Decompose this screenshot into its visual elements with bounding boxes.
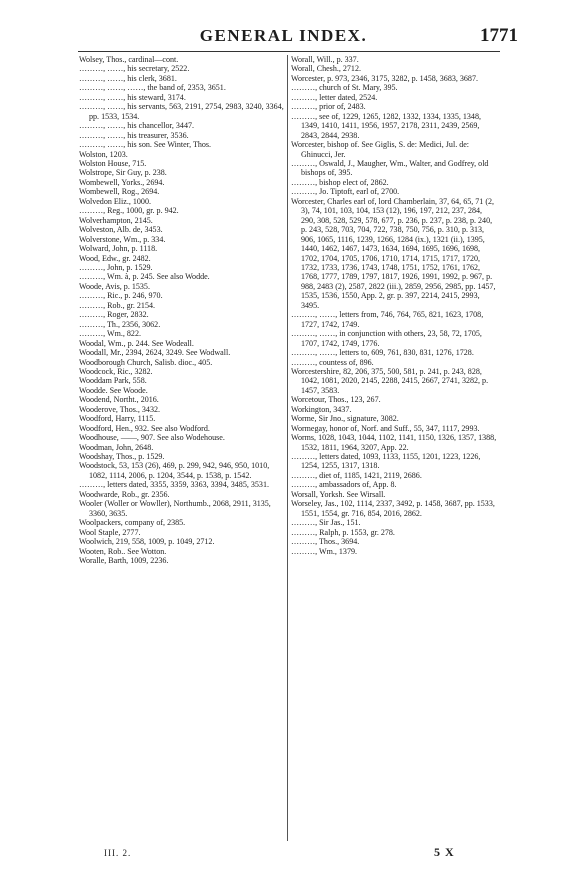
index-entry: Woodford, Harry, 1115.	[79, 414, 156, 424]
index-entry: Woodstock, 53, 153 (26), 469, p. 299, 942, 946, 950, 1010, 1082, 1114, 2006, p. 1204, 3544, p. 1538, p. 1542.	[79, 461, 270, 480]
signature-mark: 5 X	[434, 845, 455, 859]
index-entry: Woolpackers, company of, 2385.	[79, 518, 186, 528]
index-entry: ………, prior of, 2483.	[291, 102, 366, 112]
index-entry: ………, ambassadors of, App. 8.	[291, 480, 397, 490]
header-rule	[78, 51, 500, 52]
index-entry: Woolwich, 219, 558, 1009, p. 1049, 2712.	[79, 537, 215, 547]
index-entry: Worsall, Yorksh. See Wirsall.	[291, 489, 386, 499]
index-entry: ………, ……, ……, the band of, 2353, 3651.	[79, 83, 226, 93]
index-entry: ………, letters dated, 1093, 1133, 1155, 1201, 1223, 1226, 1254, 1255, 1317, 1318.	[291, 452, 481, 471]
index-entry: ………, letter dated, 2524.	[291, 92, 378, 102]
index-entry: Woodhouse, ——, 907. See also Wodehouse.	[79, 433, 225, 443]
index-entry: ………, ……, his chancellor, 3447.	[79, 121, 194, 131]
index-entry: ………, bishop elect of, 2862.	[291, 177, 389, 187]
index-entry: ………, Rob., gr. 2154.	[79, 300, 156, 310]
index-entry: ………, Wm. à, p. 245. See also Wodde.	[79, 272, 210, 282]
index-entry: Worcester, p. 973, 2346, 3175, 3282, p. 1458, 3683, 3687.	[291, 73, 478, 83]
index-entry: Worme, Sir Jno., signature, 3082.	[291, 414, 399, 424]
index-entry: ………, ……, his steward, 3174.	[79, 92, 186, 102]
page-header	[0, 26, 567, 48]
index-entry: Wolston, 1203.	[79, 149, 128, 159]
page-number: 1771	[480, 25, 518, 46]
index-entry: ………, Reg., 1000, gr. p. 942.	[79, 206, 179, 216]
index-entry: Worcester, bishop of. See Giglis, S. de: Medici, Jul. de: Ghinucci, Jer.	[291, 140, 470, 159]
index-entry: Worseley, Jas., 102, 1114, 2337, 3492, p. 1458, 3687, pp. 1533, 1551, 1554, gr. 716, 854, 2016, 2862.	[291, 499, 495, 518]
index-entry: ………, Thos., 3694.	[291, 537, 360, 547]
index-entry: Woode, Avis, p. 1535.	[79, 281, 150, 291]
index-entry: Wolveston, Alb. de, 3453.	[79, 225, 163, 235]
index-entry: Wormegay, honor of, Norf. and Suff., 55, 347, 1117, 2993.	[291, 423, 480, 433]
index-entry: Woodford, Hen., 932. See also Wodford.	[79, 423, 210, 433]
index-entry: ………, Jo. Tiptoft, earl of, 2700.	[291, 187, 400, 197]
index-entry: ………, Wm., 822.	[79, 329, 141, 339]
index-entry: ………, Th., 2356, 3062.	[79, 319, 161, 329]
index-entry: Woodde. See Woode.	[79, 385, 148, 395]
index-entry: Wood, Edw., gr. 2482.	[79, 253, 151, 263]
index-entry: Woodall, Mr., 2394, 2624, 3249. See Wodwall.	[79, 348, 231, 358]
index-entry: ………, Roger, 2832.	[79, 310, 149, 320]
index-entry: ………, ……, his clerk, 3681.	[79, 73, 177, 83]
index-entry: Workington, 3437.	[291, 404, 352, 414]
index-entry: ………, ……, letters from, 746, 764, 765, 821, 1623, 1708, 1727, 1742, 1749.	[291, 310, 484, 329]
index-column-right	[291, 55, 497, 556]
volume-marker: III. 2.	[104, 848, 132, 858]
index-entry: ………, ……, his secretary, 2522.	[79, 64, 190, 74]
index-entry: ………, Oswald, J., Maugher, Wm., Walter, and Godfrey, old bishops of, 395.	[291, 158, 489, 178]
index-entry: Wolward, John, p. 1118.	[79, 244, 158, 254]
index-entry: Worall, Will., p. 337.	[291, 55, 359, 64]
column-divider	[287, 55, 288, 841]
index-entry: Wooderove, Thos., 3432.	[79, 404, 161, 414]
index-entry: Wolsey, Thos., cardinal—cont.	[79, 55, 179, 64]
index-entry: Wombewell, Rog., 2694.	[79, 187, 160, 197]
index-entry: ………, diet of, 1185, 1421, 2119, 2686.	[291, 470, 422, 480]
page-title: GENERAL INDEX.	[199, 26, 368, 45]
index-entry: Woodal, Wm., p. 244. See Wodeall.	[79, 338, 194, 348]
index-entry: ………, ……, his servants, 563, 2191, 2754, 2983, 3240, 3364, pp. 1533, 1534.	[79, 102, 284, 121]
index-entry: Woodwarde, Rob., gr. 2356.	[79, 489, 170, 499]
index-entry: Wooler (Woller or Wowller), Northumb., 2068, 2911, 3135, 3360, 3635.	[79, 499, 271, 518]
index-entry: Woralle, Barth, 1009, 2236.	[79, 556, 169, 566]
index-entry: ………, Sir Jas., 151.	[291, 518, 361, 528]
index-entry: Worcester, Charles earl of, lord Chamberlain, 37, 64, 65, 71 (2, 3), 74, 101, 103, 104, 153 (12), 196, 197, 212, 237, 284, 290, 308, 528, 529, 578, 677, p. 236, p. 237, p. 238, p. 240, p. 243, 528, 703, 704, 722, 738, 750, 756, p. 310, p. 313, 906, 1065, 1116, 1239, 1266, 1284 (ix.), 1321 (ii.), 1395, 1440, 1462, 1467, 1473, 1634, 1694, 1695, 1696, 1698, 1702, 1704, 1705, 1706, 1710, 1714, 1715, 1717, 1720, 1732, 1733, 1736, 1743, 1748, 1751, 1752, 1761, 1762, 1768, 1777, 1789, 1797, 1817, 1926, 1991, 1992, p. 967, p. 988, 2483 (2), 2587, 2822 (iii.), 2859, 2956, 2985, pp. 1457, 1535, 1536, 1550, App. 2, gr. p. 397, 2214, 2415, 2993, 3495.	[291, 196, 496, 310]
index-entry: ………, ……, his son. See Winter, Thos.	[79, 140, 212, 150]
index-entry: ………, letters dated, 3355, 3359, 3363, 3394, 3485, 3531.	[79, 480, 269, 490]
index-column-left	[79, 55, 285, 565]
index-entry: Woodcock, Ric., 3282.	[79, 366, 153, 376]
index-entry: ………, John, p. 1529.	[79, 262, 153, 272]
index-entry: Woodman, John, 2648.	[79, 442, 154, 452]
index-entry: ………, Ric., p. 246, 970.	[79, 291, 163, 301]
index-entry: ………, Wm., 1379.	[291, 546, 358, 556]
index-entry: Woodend, Northt., 2016.	[79, 395, 159, 405]
index-entry: ………, Ralph, p. 1553, gr. 278.	[291, 527, 395, 537]
index-entry: ………, countess of, 896.	[291, 357, 374, 367]
index-entry: Woodborough Church, Salisb. dioc., 405.	[79, 357, 213, 367]
index-entry: ………, ……, letters to, 609, 761, 830, 831, 1276, 1728.	[291, 348, 474, 358]
index-entry: Wolstrope, Sir Guy, p. 238.	[79, 168, 167, 178]
index-entry: Wool Staple, 2777.	[79, 527, 141, 537]
index-entry: ………, ……, his treasurer, 3536.	[79, 130, 189, 140]
index-entry: Wolverstone, Wm., p. 334.	[79, 234, 166, 244]
index-entry: Woodshay, Thos., p. 1529.	[79, 452, 165, 462]
index-entry: Wombewell, Yorks., 2694.	[79, 177, 165, 187]
index-entry: Worall, Chesh., 2712.	[291, 64, 361, 74]
index-entry: Worcetour, Thos., 123, 267.	[291, 395, 381, 405]
index-entry: Wolvedon Eliz., 1000.	[79, 196, 151, 206]
index-entry: Wooten, Rob.. See Wotton.	[79, 546, 167, 556]
index-entry: ………, ……, in conjunction with others, 23, 58, 72, 1705, 1707, 1742, 1749, 1776.	[291, 329, 482, 348]
index-entry: Wolston House, 715.	[79, 158, 147, 168]
index-entry: Worcestershire, 82, 206, 375, 500, 581, p. 241, p. 243, 828, 1042, 1081, 2020, 2145, 2288, 2415, 2667, 2741, 3282, p. 1457, 3583.	[291, 366, 489, 395]
index-entry: Wolverhampton, 2145.	[79, 215, 153, 225]
index-entry: Worms, 1028, 1043, 1044, 1102, 1141, 1150, 1326, 1357, 1388, 1532, 1811, 1964, 3207, App. 22.	[291, 433, 497, 452]
index-entry: ………, see of, 1229, 1265, 1282, 1332, 1334, 1335, 1348, 1349, 1410, 1411, 1956, 1957, 2178, 2311, 2439, 2569, 2843, 2844, 2938.	[291, 111, 481, 140]
index-entry: ………, church of St. Mary, 395.	[291, 83, 398, 93]
index-entry: Wooddam Park, 558.	[79, 376, 147, 386]
